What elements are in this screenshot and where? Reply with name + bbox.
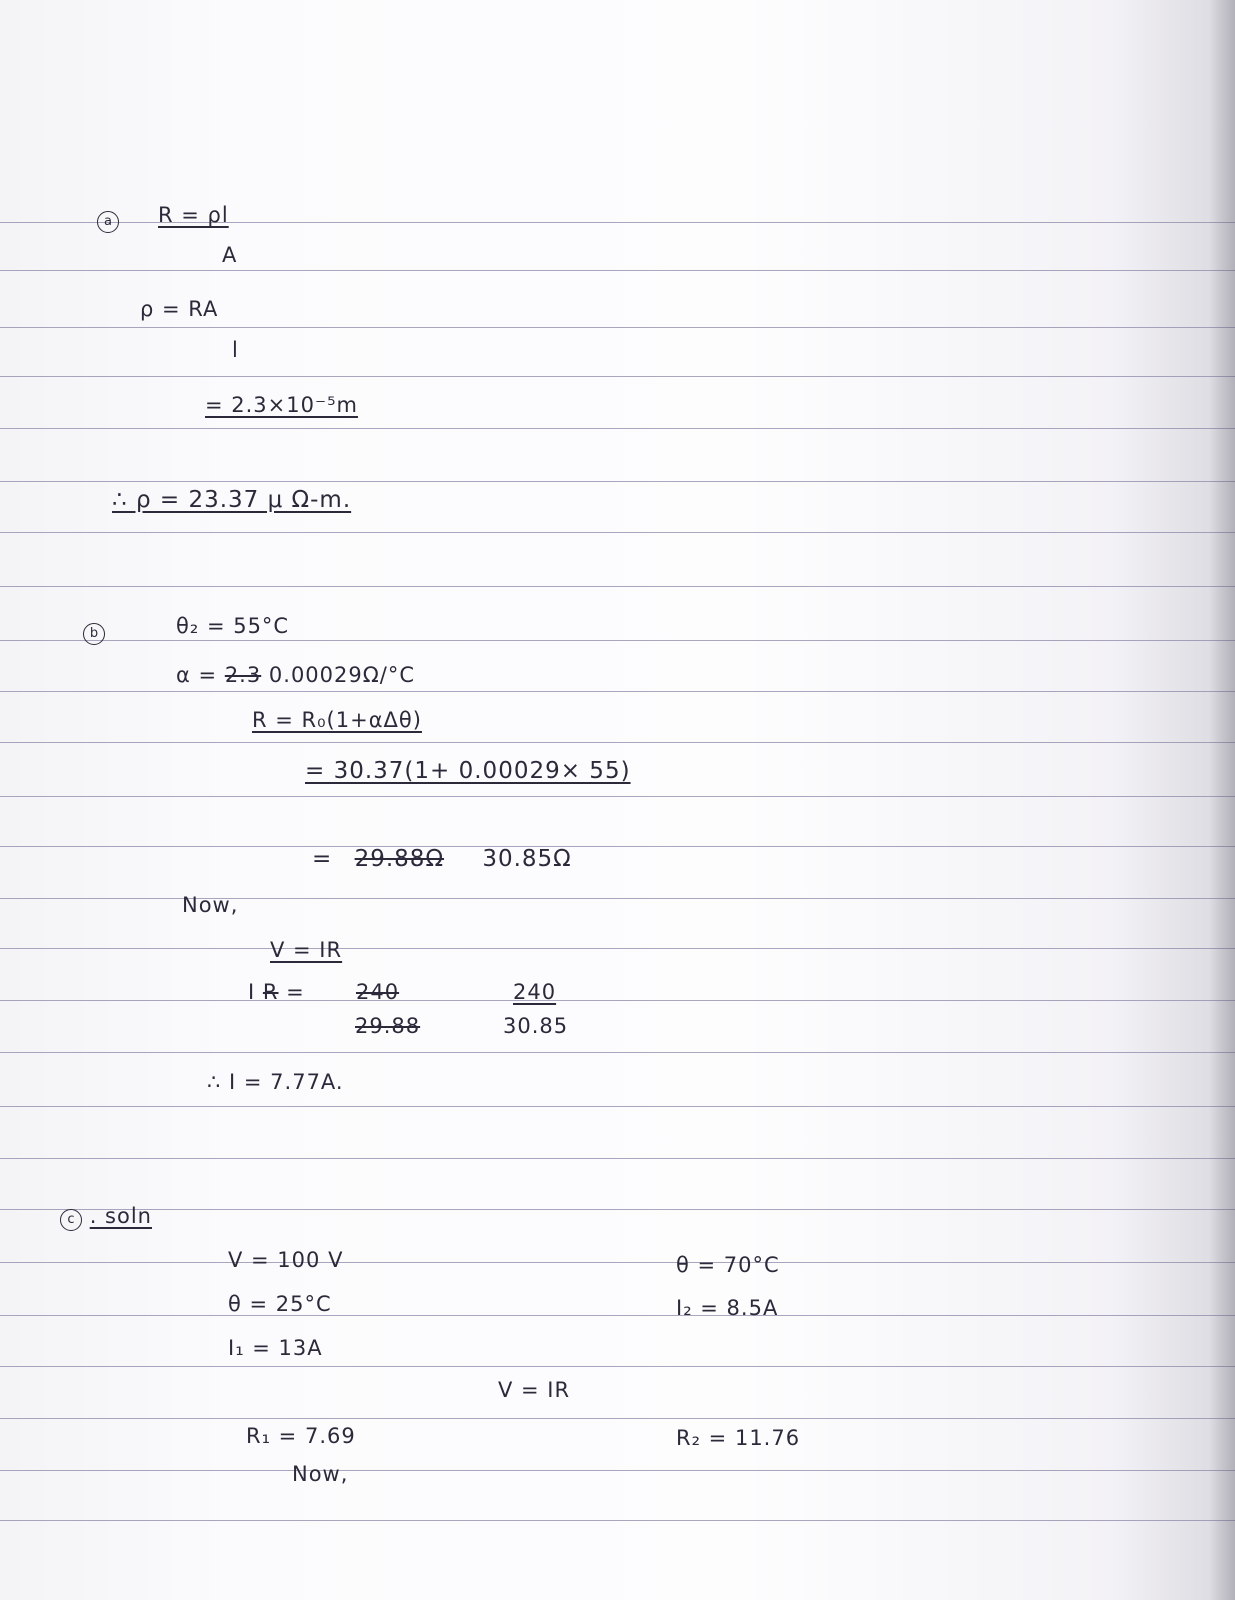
ruled-line xyxy=(0,796,1235,797)
part-a-resistance-formula: R = ρl xyxy=(158,203,229,227)
ruled-line xyxy=(0,586,1235,587)
ruled-line xyxy=(0,1366,1235,1367)
part-b-current-result: ∴ I = 7.77A. xyxy=(207,1070,344,1094)
part-b-alpha: α = 2.3 0.00029Ω/°C xyxy=(176,663,416,687)
ruled-line xyxy=(0,270,1235,271)
part-c-current-2: I₂ = 8.5A xyxy=(676,1296,779,1320)
part-b-now: Now, xyxy=(182,893,239,917)
part-b-struck-numerator: 240 xyxy=(356,980,400,1004)
part-b-numerator: 240 xyxy=(513,980,557,1004)
part-b-resistance-result: = 29.88Ω 30.85Ω xyxy=(312,846,572,872)
part-b-denominator: 30.85 xyxy=(503,1014,569,1038)
ruled-line xyxy=(0,1262,1235,1263)
ruled-line xyxy=(0,1315,1235,1316)
ruled-line xyxy=(0,1000,1235,1001)
part-c-ohms-law: V = IR xyxy=(498,1378,571,1402)
ruled-line xyxy=(0,376,1235,377)
ruled-line xyxy=(0,691,1235,692)
ruled-line xyxy=(0,481,1235,482)
ruled-line xyxy=(0,948,1235,949)
part-c-resistance-1: R₁ = 7.69 xyxy=(246,1424,356,1448)
ruled-line xyxy=(0,846,1235,847)
ruled-line xyxy=(0,1158,1235,1159)
ruled-line xyxy=(0,1052,1235,1053)
part-b-ohms-law: V = IR xyxy=(270,938,343,962)
part-c-voltage: V = 100 V xyxy=(228,1248,344,1272)
part-a-result: ∴ ρ = 23.37 μ Ω-m. xyxy=(112,487,352,513)
part-b-current-label: I R = xyxy=(248,980,305,1004)
ruled-line xyxy=(0,1520,1235,1521)
part-c-current-1: I₁ = 13A xyxy=(228,1336,323,1360)
ruled-line xyxy=(0,1470,1235,1471)
ruled-line xyxy=(0,327,1235,328)
part-b-resistance-formula: R = R₀(1+αΔθ) xyxy=(252,708,422,732)
part-a-marker: a xyxy=(97,206,119,233)
part-a-resistivity-denominator: l xyxy=(232,338,239,362)
part-c-heading: c . soln xyxy=(60,1204,152,1231)
ruled-line xyxy=(0,640,1235,641)
ruled-line xyxy=(0,1106,1235,1107)
part-c-theta-right: θ = 70°C xyxy=(676,1253,780,1277)
part-b-marker: b xyxy=(83,618,105,645)
ruled-line xyxy=(0,532,1235,533)
part-a-resistivity-formula: ρ = RA xyxy=(140,297,219,321)
part-c-resistance-2: R₂ = 11.76 xyxy=(676,1426,801,1450)
part-b-theta: θ₂ = 55°C xyxy=(176,614,290,638)
ruled-line xyxy=(0,1209,1235,1210)
part-c-marker: c xyxy=(60,1209,82,1231)
ruled-line xyxy=(0,1418,1235,1419)
part-b-resistance-substitution: = 30.37(1+ 0.00029× 55) xyxy=(305,758,631,784)
part-c-theta: θ = 25°C xyxy=(228,1292,332,1316)
part-a-resistivity-value: = 2.3×10⁻⁵m xyxy=(205,393,358,417)
ruled-line xyxy=(0,428,1235,429)
ruled-line xyxy=(0,742,1235,743)
part-c-now: Now, xyxy=(292,1462,349,1486)
part-a-resistance-denominator: A xyxy=(222,243,238,267)
part-b-struck-denominator: 29.88 xyxy=(355,1014,421,1038)
page-edge-shadow xyxy=(1209,0,1235,1600)
